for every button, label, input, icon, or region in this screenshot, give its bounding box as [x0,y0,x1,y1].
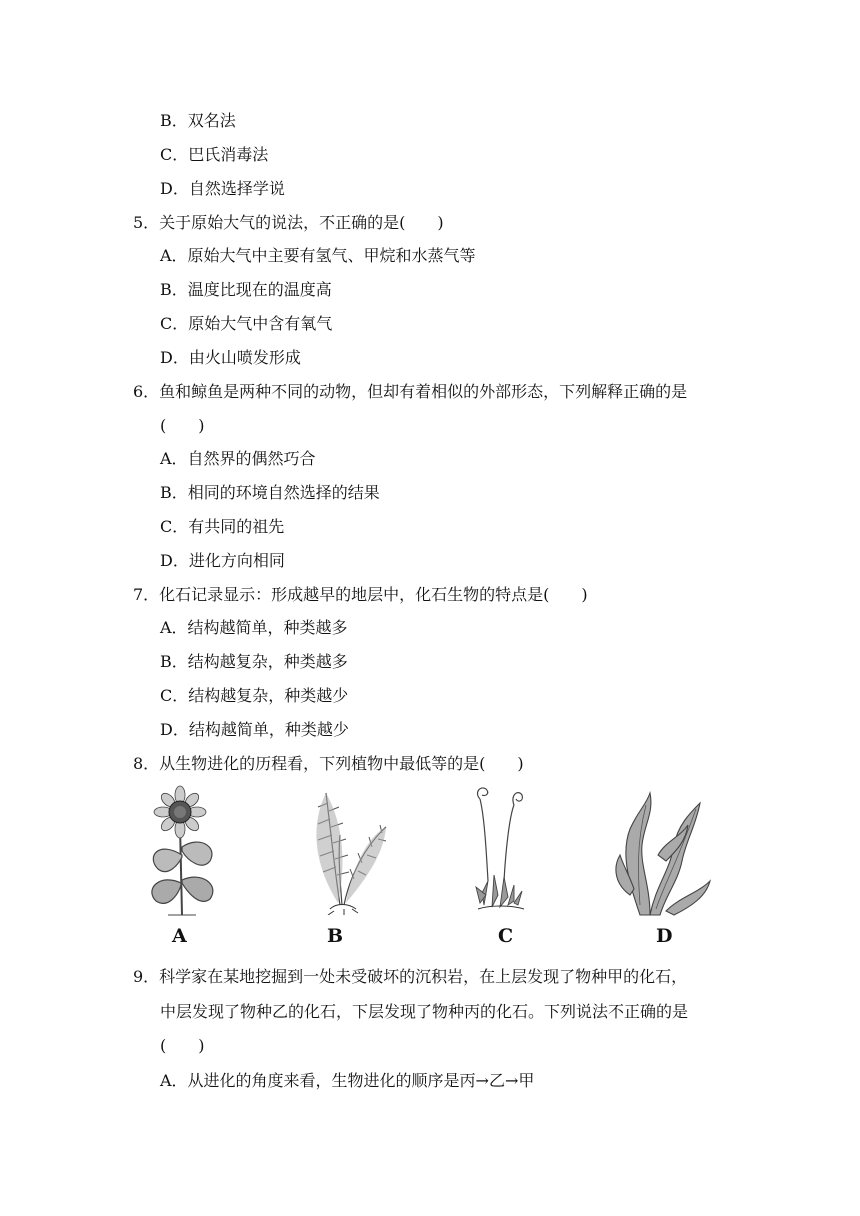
seaweed-icon [610,785,714,920]
q9-stem-line3: ( ) [160,1036,205,1055]
q4-option-b: B．双名法 [160,111,236,130]
sunflower-icon [138,785,222,920]
q6-option-c: C．有共同的祖先 [160,517,285,536]
figure-label-c: C [498,925,514,947]
q5-option-d: D．由火山喷发形成 [160,348,301,367]
q7-option-c: C．结构越复杂，种类越少 [160,686,349,705]
q7-stem: 7．化石记录显示：形成越早的地层中，化石生物的特点是( ) [133,585,588,604]
q5-option-a: A．原始大气中主要有氢气、甲烷和水蒸气等 [160,246,476,265]
figure-label-d: D [656,925,673,947]
q9-option-a: A．从进化的角度来看，生物进化的顺序是丙→乙→甲 [160,1071,535,1090]
q4-option-c: C．巴氏消毒法 [160,145,269,164]
q7-option-d: D．结构越简单，种类越少 [160,720,349,739]
fern-icon [300,785,392,915]
moss-icon [470,785,532,917]
figure-label-a: A [172,925,187,947]
q6-option-b: B．相同的环境自然选择的结果 [160,483,380,502]
figure-label-b: B [327,925,344,947]
q5-option-c: C．原始大气中含有氧气 [160,314,333,333]
q5-option-b: B．温度比现在的温度高 [160,280,332,299]
q9-stem-line2: 中层发现了物种乙的化石，下层发现了物种丙的化石。下列说法不正确的是 [160,1002,689,1021]
q7-option-a: A．结构越简单，种类越多 [160,618,348,637]
q6-option-d: D．进化方向相同 [160,551,285,570]
q9-stem-line1: 9．科学家在某地挖掘到一处未受破坏的沉积岩，在上层发现了物种甲的化石， [133,967,688,986]
q4-option-d: D．自然选择学说 [160,179,285,198]
q6-stem-line2: ( ) [160,416,205,435]
q7-option-b: B．结构越复杂，种类越多 [160,652,348,671]
q6-stem-line1: 6．鱼和鲸鱼是两种不同的动物，但却有着相似的外部形态，下列解释正确的是 [133,382,688,401]
q8-stem: 8．从生物进化的历程看，下列植物中最低等的是( ) [133,754,524,773]
q5-stem: 5．关于原始大气的说法，不正确的是( ) [133,213,444,232]
q6-option-a: A．自然界的偶然巧合 [160,449,316,468]
